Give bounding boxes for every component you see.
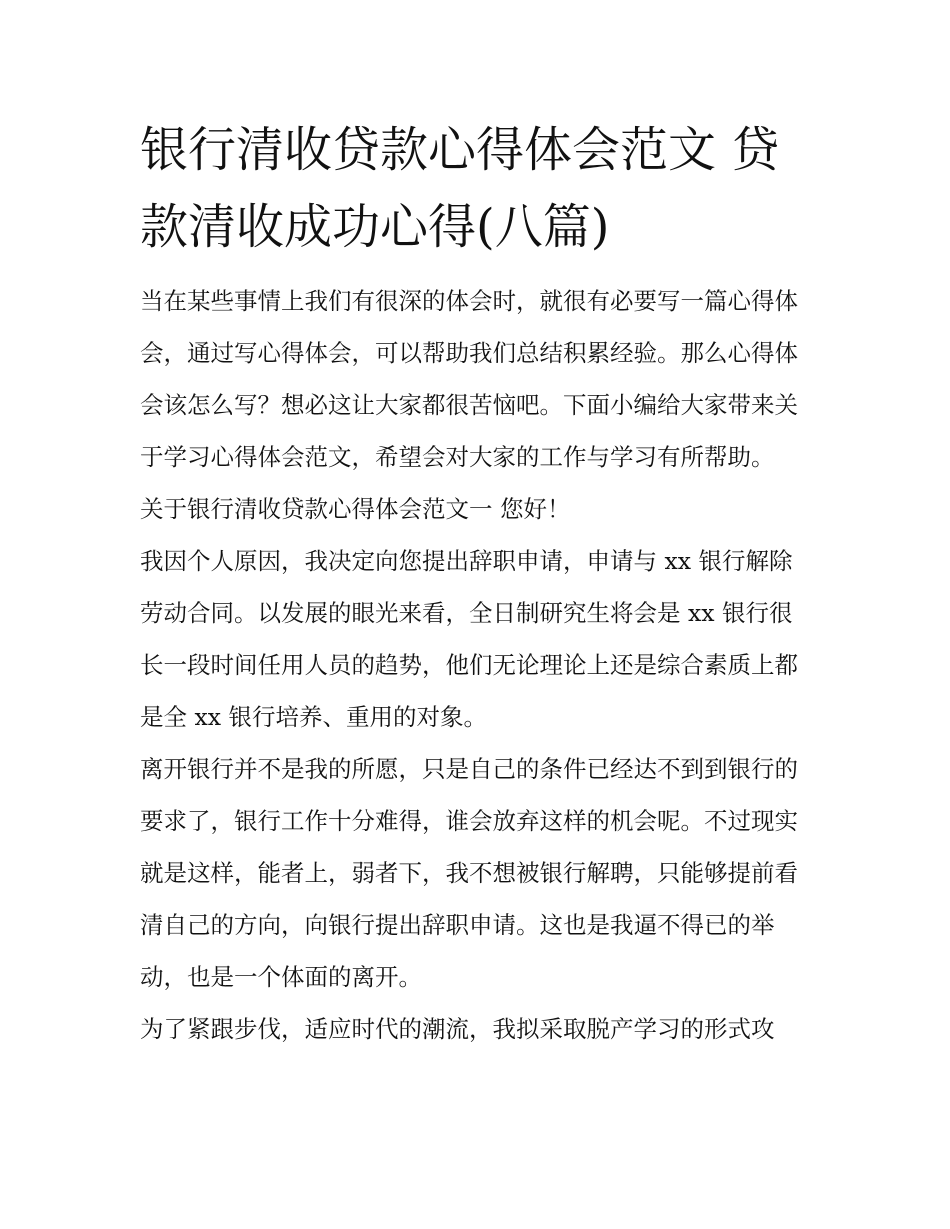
document-body (140, 275, 812, 1055)
document-page (140, 112, 812, 1055)
paragraph-intro: 当在某些事情上我们有很深的体会时，就很有必要写一篇心得体会，通过写心得体会，可以帮助我们总结积累经验。那么心得体会该怎么写？想必这让大家都很苦恼吧。下面小编给大家带来关于学习心得体会范文，希望会对大家的工作与学习有所帮助。 (140, 287, 798, 471)
paragraph-section-heading: 关于银行清收贷款心得体会范文一 您好！ (140, 495, 571, 523)
document-title: 银行清收贷款心得体会范文 贷款清收成功心得(八篇) (140, 122, 780, 255)
paragraph-resignation-reason: 我因个人原因，我决定向您提出辞职申请，申请与 xx 银行解除劳动合同。以发展的眼光来看，全日制研究生将会是 xx 银行很长一段时间任用人员的趋势，他们无论理论上还是综合素质上都是全 xx 银行培养、重用的对象。 (140, 547, 798, 731)
paragraph-leaving-bank: 离开银行并不是我的所愿，只是自己的条件已经达不到到银行的要求了，银行工作十分难得，谁会放弃这样的机会呢。不过现实就是这样，能者上，弱者下，我不想被银行解聘，只能够提前看清自己的方向，向银行提出辞职申请。这也是我逼不得已的举动，也是一个体面的离开。 (140, 755, 798, 991)
paragraph-study-plan: 为了紧跟步伐，适应时代的潮流，我拟采取脱产学习的形式攻 (140, 1015, 775, 1043)
